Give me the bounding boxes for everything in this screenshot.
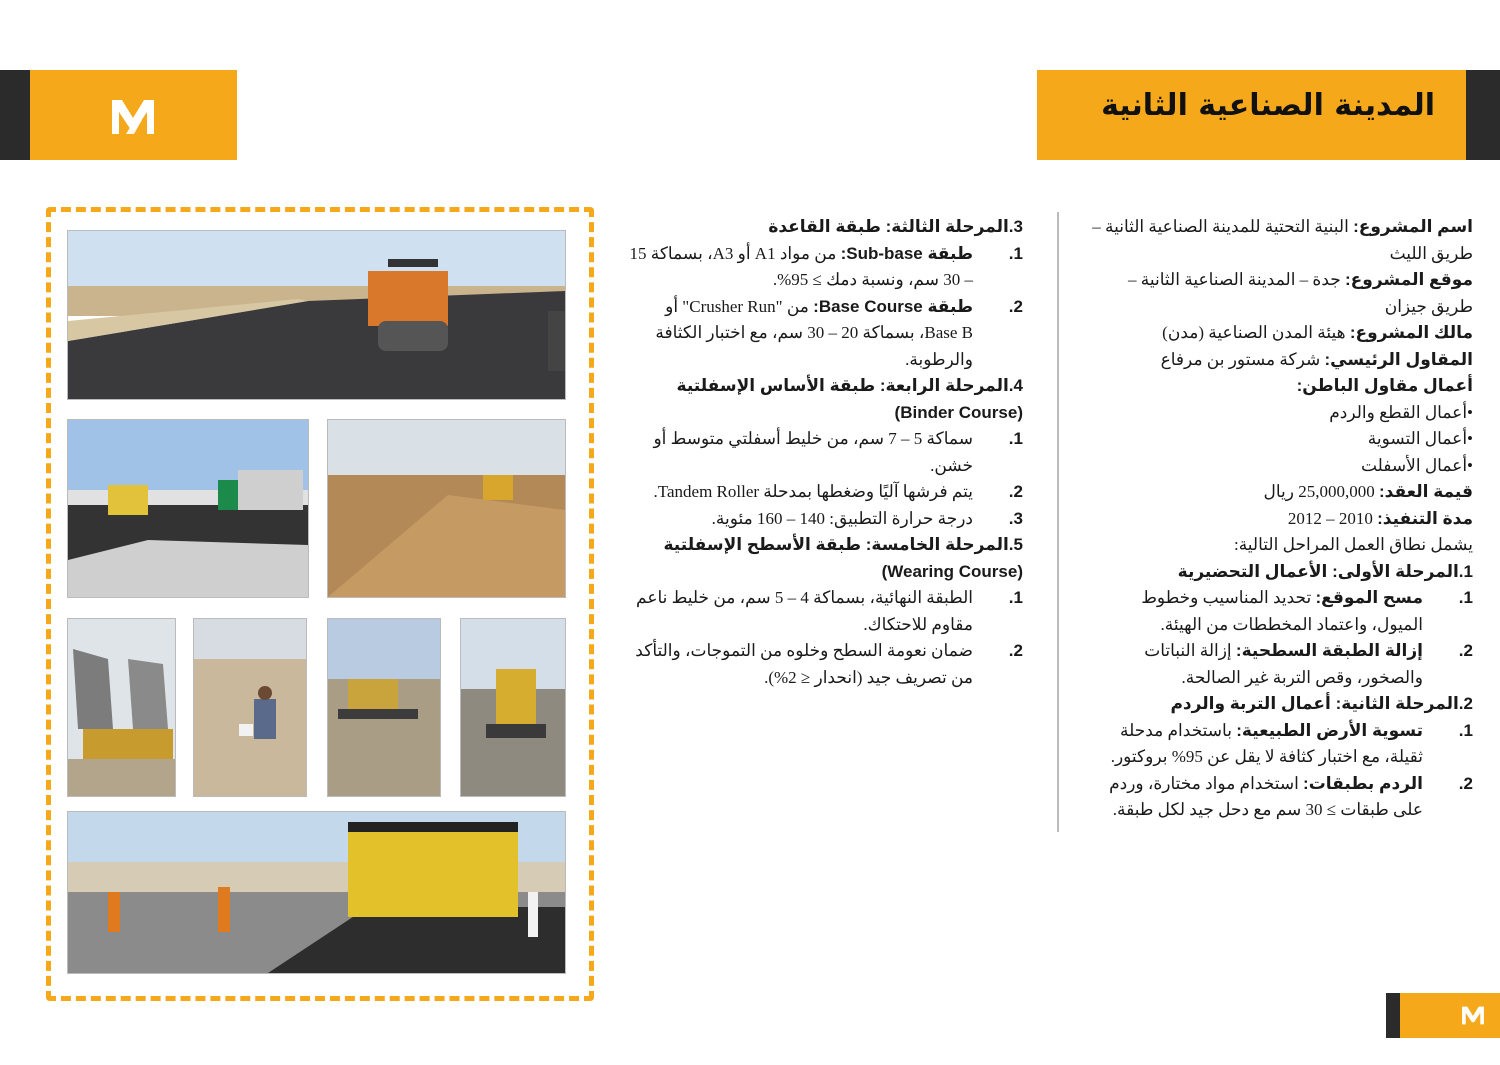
item-number: 1. [1458,720,1473,740]
item-text [628,294,973,374]
stage-3-item [628,294,1023,374]
item-text [1088,585,1423,638]
stage-5-title: 5.المرحلة الخامسة: طبقة الأسطح الإسفلتية (Wearing Course) [663,535,1023,581]
contract-value-line [1088,479,1473,506]
item-text [1088,718,1423,771]
stage-5-item [628,638,1023,691]
item-number: 2. [1458,773,1473,793]
scope-intro: يشمل نطاق العمل المراحل التالية: [1233,535,1473,554]
item-text [628,241,973,294]
item-text: درجة حرارة التطبيق: 140 – 160 مئوية. [711,508,973,528]
header-bar-right-dark [1466,70,1500,160]
photo-grader-2 [460,618,566,797]
footer-logo-icon [1460,1004,1486,1026]
stages-column [628,214,1023,691]
stage-1-item [1088,638,1473,691]
item-number: 2. [1008,482,1023,501]
item-body: تحديد المناسيب وخطوط الميول، واعتماد المخططات من الهيئة. [1141,588,1423,634]
item-text: الطبقة النهائية، بسماكة 4 – 5 سم، من خليط ناعم مقاوم للاحتكاك. [636,588,973,634]
duration-label: مدة التنفيذ: [1377,508,1473,528]
item-text: ضمان نعومة السطح وخلوه من التموجات، والتأكد من تصريف جيد (انحدار ≤ 2%). [635,641,973,687]
main-contractor-line [1088,347,1473,374]
stage-4-title: 4.المرحلة الرابعة: طبقة الأساس الإسفلتية (Binder Course) [676,376,1023,422]
photo-road-roller [67,230,566,400]
subcontractor-works-label: أعمال مقاول الباطن: [1296,376,1473,395]
stage-5-item [628,585,1023,638]
project-owner-value: هيئة المدن الصناعية (مدن) [1162,323,1350,342]
project-owner-label: مالك المشروع: [1349,323,1473,342]
photo-grader-desert [327,419,566,598]
duration-value: 2010 – 2012 [1287,508,1378,528]
project-owner-line [1088,320,1473,347]
header-bar-left-dark [0,70,30,160]
item-number: 1. [1008,588,1023,607]
photo-paving-crew [67,811,566,974]
contract-value: 25,000,000 ريال [1263,482,1379,501]
project-name-value: البنية التحتية للمدينة الصناعية الثانية – طريق الليث [1092,217,1473,263]
photo-survey-worker [193,618,307,797]
item-number: 3. [1008,508,1023,528]
stage-2-title: 2.المرحلة الثانية: أعمال التربة والردم [1170,694,1473,713]
subcontractor-work-item: •أعمال التسوية [1367,429,1473,448]
page-title: المدينة الصناعية الثانية [1101,88,1435,123]
photo-grader-1 [327,618,441,797]
column-divider [1057,212,1059,832]
stage-2-item [1088,771,1473,824]
stage-4-item [628,506,1023,533]
item-number: 2. [1458,641,1473,660]
item-label: طبقة Sub-base: [840,243,973,263]
contract-value-label: قيمة العقد: [1378,482,1473,501]
item-text [1088,638,1423,691]
item-label: الردم بطبقات: [1303,773,1423,793]
item-label: طبقة Base Course: [813,296,973,316]
duration-line [1088,506,1473,533]
item-label: مسح الموقع: [1315,588,1423,607]
item-number: 1. [1008,429,1023,448]
item-number: 2. [1008,296,1023,316]
item-body: إزالة النباتات والصخور، وقص التربة غير الصالحة. [1144,641,1423,687]
item-text: يتم فرشها آليًا وضغطها بمدحلة Tandem Roller. [653,482,973,501]
stage-1-item [1088,585,1473,638]
project-site-line [1088,267,1473,320]
main-contractor-value: شركة مستور بن مرفاع [1160,349,1325,369]
item-body: من "Crusher Run" أو Base B، بسماكة 20 – 30 سم، مع اختبار الكثافة والرطوبة. [655,296,973,369]
project-site-value: جدة – المدينة الصناعية الثانية – طريق جيزان [1128,270,1473,316]
photo-dump-trucks [67,618,176,797]
item-body: استخدام مواد مختارة، وردم على طبقات ≥ 30 سم مع دحل جيد لكل طبقة. [1109,773,1423,819]
stage-2-item [1088,718,1473,771]
company-logo-icon [108,96,158,136]
item-number: 1. [1008,243,1023,263]
footer-bar-dark [1386,993,1400,1038]
item-number: 1. [1458,588,1473,607]
item-body: من مواد A1 أو A3، بسماكة 15 – 30 سم، ونسبة دمك ≥ 95%. [629,243,973,289]
item-label: إزالة الطبقة السطحية: [1235,641,1423,660]
item-text: سماكة 5 – 7 سم، من خليط أسفلتي متوسط أو خشن. [653,429,973,475]
item-label: تسوية الأرض الطبيعية: [1236,720,1423,740]
stage-1-title: 1.المرحلة الأولى: الأعمال التحضيرية [1177,561,1473,581]
photo-paver-truck [67,419,309,598]
stage-3-title: 3.المرحلة الثالثة: طبقة القاعدة [768,217,1023,236]
main-contractor-label: المقاول الرئيسي: [1324,349,1473,369]
subcontractor-work-item: •أعمال الأسفلت [1360,455,1473,475]
item-body: باستخدام مدحلة ثقيلة، مع اختبار كثافة لا يقل عن 95% بروكتور. [1110,720,1423,766]
project-info-column [1088,214,1473,824]
stage-4-item [628,426,1023,479]
project-name-line [1088,214,1473,267]
subcontractor-work-item: •أعمال القطع والردم [1329,402,1473,422]
item-number: 2. [1008,641,1023,660]
project-site-label: موقع المشروع: [1345,270,1473,289]
project-name-label: اسم المشروع: [1353,217,1473,236]
item-text [1088,771,1423,824]
stage-4-item [628,479,1023,506]
stage-3-item [628,241,1023,294]
